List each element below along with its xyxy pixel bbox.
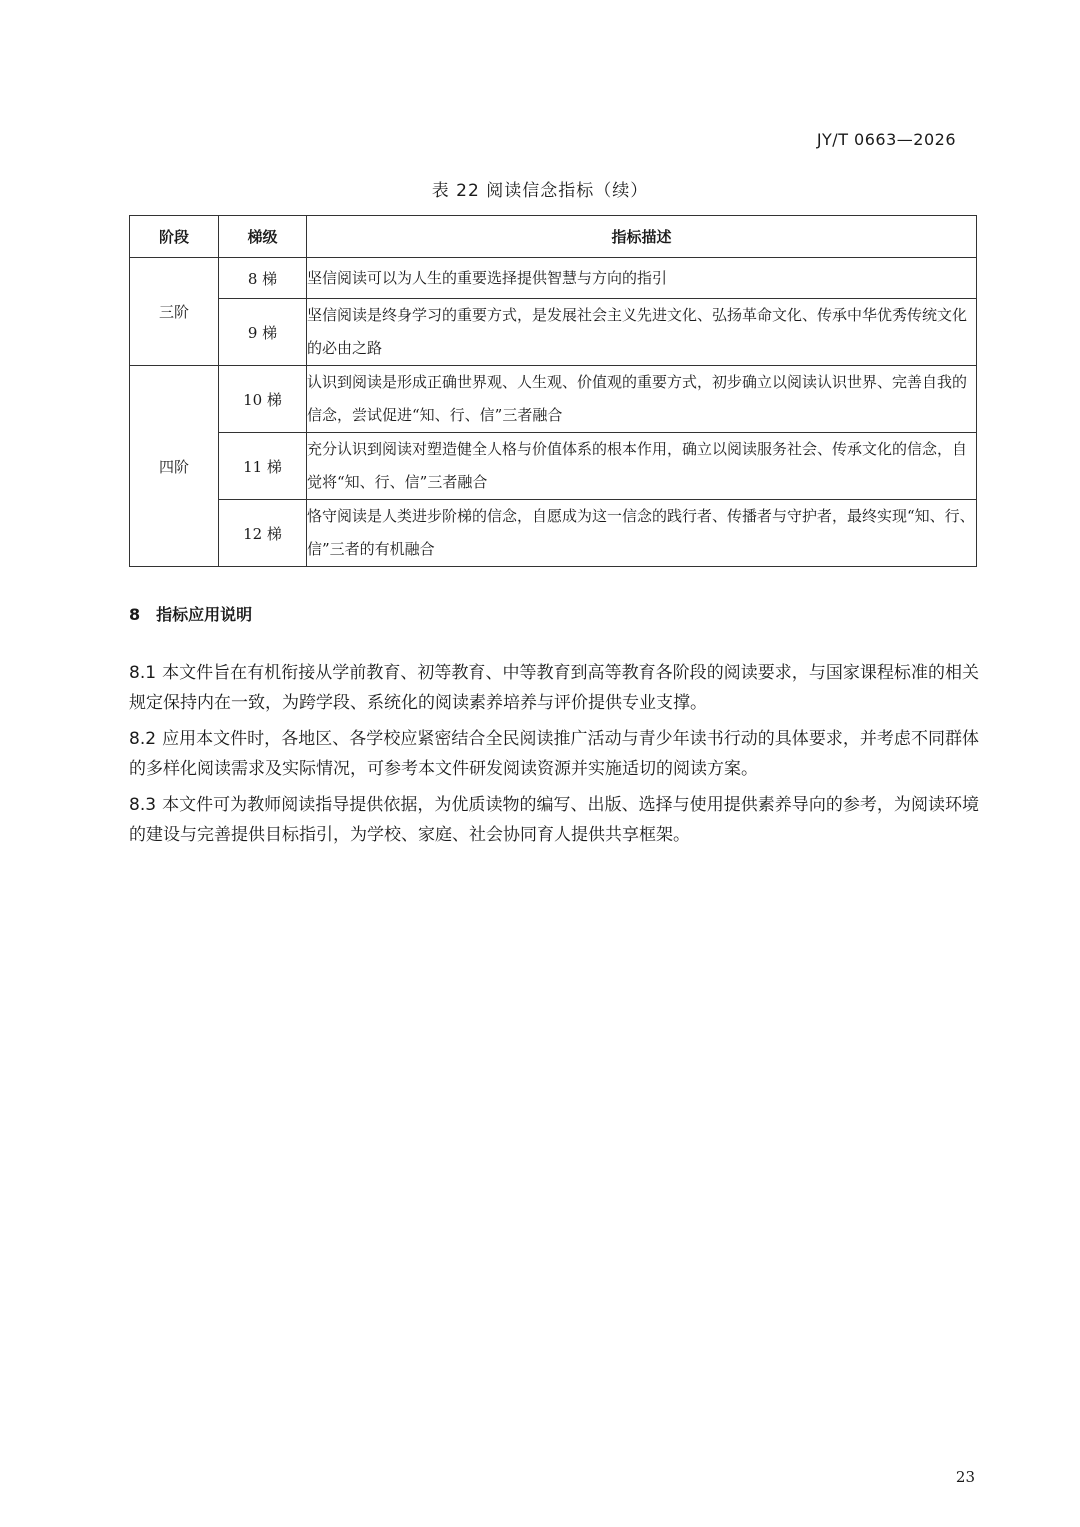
paragraph-number: 8.1 [129, 663, 157, 683]
table-row [130, 433, 977, 500]
header-level: 梯级 [219, 216, 307, 258]
paragraph-8-3 [129, 790, 979, 850]
page-number: 23 [955, 1468, 975, 1486]
stage-cell: 三阶 [130, 258, 219, 366]
paragraph-8-2 [129, 724, 979, 784]
reading-belief-indicator-table [129, 215, 977, 567]
level-cell: 10 梯 [219, 366, 307, 433]
description-cell: 恪守阅读是人类进步阶梯的信念，自愿成为这一信念的践行者、传播者与守护者，最终实现“知、行、信”三者的有机融合 [307, 500, 977, 567]
description-cell: 坚信阅读是终身学习的重要方式，是发展社会主义先进文化、弘扬革命文化、传承中华优秀传统文化的必由之路 [307, 299, 977, 366]
section-heading [129, 602, 252, 625]
description-cell: 认识到阅读是形成正确世界观、人生观、价值观的重要方式，初步确立以阅读认识世界、完善自我的信念，尝试促进“知、行、信”三者融合 [307, 366, 977, 433]
description-cell: 充分认识到阅读对塑造健全人格与价值体系的根本作用，确立以阅读服务社会、传承文化的信念，自觉将“知、行、信”三者融合 [307, 433, 977, 500]
paragraph-text: 应用本文件时，各地区、各学校应紧密结合全民阅读推广活动与青少年读书行动的具体要求，并考虑不同群体的多样化阅读需求及实际情况，可参考本文件研发阅读资源并实施适切的阅读方案。 [129, 729, 979, 779]
paragraph-8-1 [129, 658, 979, 718]
table-row [130, 299, 977, 366]
paragraph-text: 本文件旨在有机衔接从学前教育、初等教育、中等教育到高等教育各阶段的阅读要求，与国家课程标准的相关规定保持内在一致，为跨学段、系统化的阅读素养培养与评价提供专业支撑。 [129, 663, 979, 713]
section-title: 指标应用说明 [156, 605, 253, 624]
document-code: JY/T 0663—2026 [816, 130, 956, 149]
stage-cell: 四阶 [130, 366, 219, 567]
table-row [130, 500, 977, 567]
section-number: 8 [129, 605, 141, 624]
header-description: 指标描述 [307, 216, 977, 258]
paragraph-number: 8.3 [129, 795, 157, 815]
level-cell: 9 梯 [219, 299, 307, 366]
header-stage: 阶段 [130, 216, 219, 258]
level-cell: 12 梯 [219, 500, 307, 567]
table-header-row [130, 216, 977, 258]
paragraph-number: 8.2 [129, 729, 157, 749]
table-row [130, 366, 977, 433]
level-cell: 11 梯 [219, 433, 307, 500]
table-caption: 表 22 阅读信念指标（续） [431, 181, 649, 201]
level-cell: 8 梯 [219, 258, 307, 299]
description-cell: 坚信阅读可以为人生的重要选择提供智慧与方向的指引 [307, 258, 977, 299]
table-row [130, 258, 977, 299]
paragraph-text: 本文件可为教师阅读指导提供依据，为优质读物的编写、出版、选择与使用提供素养导向的参考，为阅读环境的建设与完善提供目标指引，为学校、家庭、社会协同育人提供共享框架。 [129, 795, 979, 845]
